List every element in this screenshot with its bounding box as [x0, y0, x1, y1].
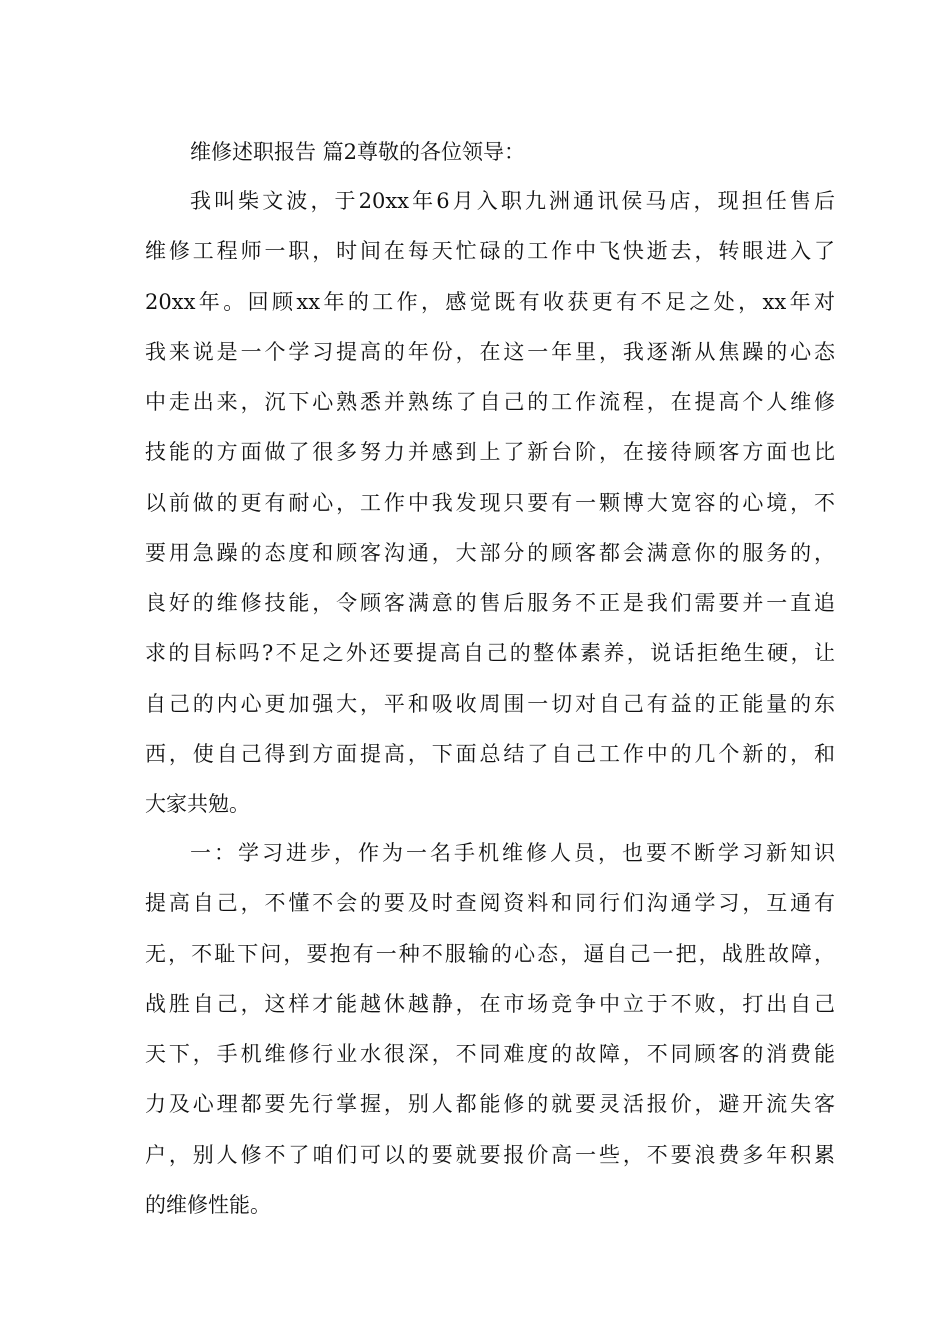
paragraph-line: 大家共勉。	[145, 792, 250, 816]
paragraph-line: 20xx年。回顾xx年的工作，感觉既有收获更有不足之处，xx年对	[145, 290, 835, 314]
paragraph-line: 自己的内心更加强大，平和吸收周围一切对自己有益的正能量的东	[145, 692, 835, 716]
paragraph-line: 力及心理都要先行掌握，别人都能修的就要灵活报价，避开流失客	[145, 1092, 835, 1116]
paragraph-line: 技能的方面做了很多努力并感到上了新台阶，在接待顾客方面也比	[145, 440, 835, 464]
paragraph-line: 求的目标吗?不足之外还要提高自己的整体素养，说话拒绝生硬，让	[145, 641, 835, 665]
paragraph-line: 无，不耻下问，要抱有一种不服输的心态，逼自己一把，战胜故障，	[145, 942, 835, 966]
paragraph-line: 提高自己，不懂不会的要及时查阅资料和同行们沟通学习，互通有	[145, 891, 835, 915]
paragraph-line: 要用急躁的态度和顾客沟通，大部分的顾客都会满意你的服务的，	[145, 541, 835, 565]
paragraph-line: 户，别人修不了咱们可以的要就要报价高一些，不要浪费多年积累	[145, 1143, 835, 1167]
heading-line: 维修述职报告 篇2尊敬的各位领导：	[190, 140, 526, 164]
paragraph-line: 西，使自己得到方面提高，下面总结了自己工作中的几个新的，和	[145, 742, 835, 766]
paragraph-line: 的维修性能。	[145, 1193, 271, 1217]
paragraph-line: 以前做的更有耐心，工作中我发现只要有一颗博大宽容的心境，不	[145, 491, 835, 515]
paragraph-line: 中走出来，沉下心熟悉并熟练了自己的工作流程，在提高个人维修	[145, 390, 835, 414]
paragraph-line: 维修工程师一职，时间在每天忙碌的工作中飞快逝去，转眼进入了	[145, 239, 835, 263]
paragraph-line: 一：学习进步，作为一名手机维修人员，也要不断学习新知识	[190, 841, 835, 865]
paragraph-line: 天下，手机维修行业水很深，不同难度的故障，不同顾客的消费能	[145, 1042, 835, 1066]
paragraph-line: 我叫柴文波，于20xx年6月入职九洲通讯侯马店，现担任售后	[190, 189, 835, 213]
paragraph-line: 我来说是一个学习提高的年份，在这一年里，我逐渐从焦躁的心态	[145, 340, 835, 364]
paragraph-line: 良好的维修技能，令顾客满意的售后服务不正是我们需要并一直追	[145, 591, 835, 615]
paragraph-line: 战胜自己，这样才能越休越静，在市场竞争中立于不败，打出自己	[145, 992, 835, 1016]
